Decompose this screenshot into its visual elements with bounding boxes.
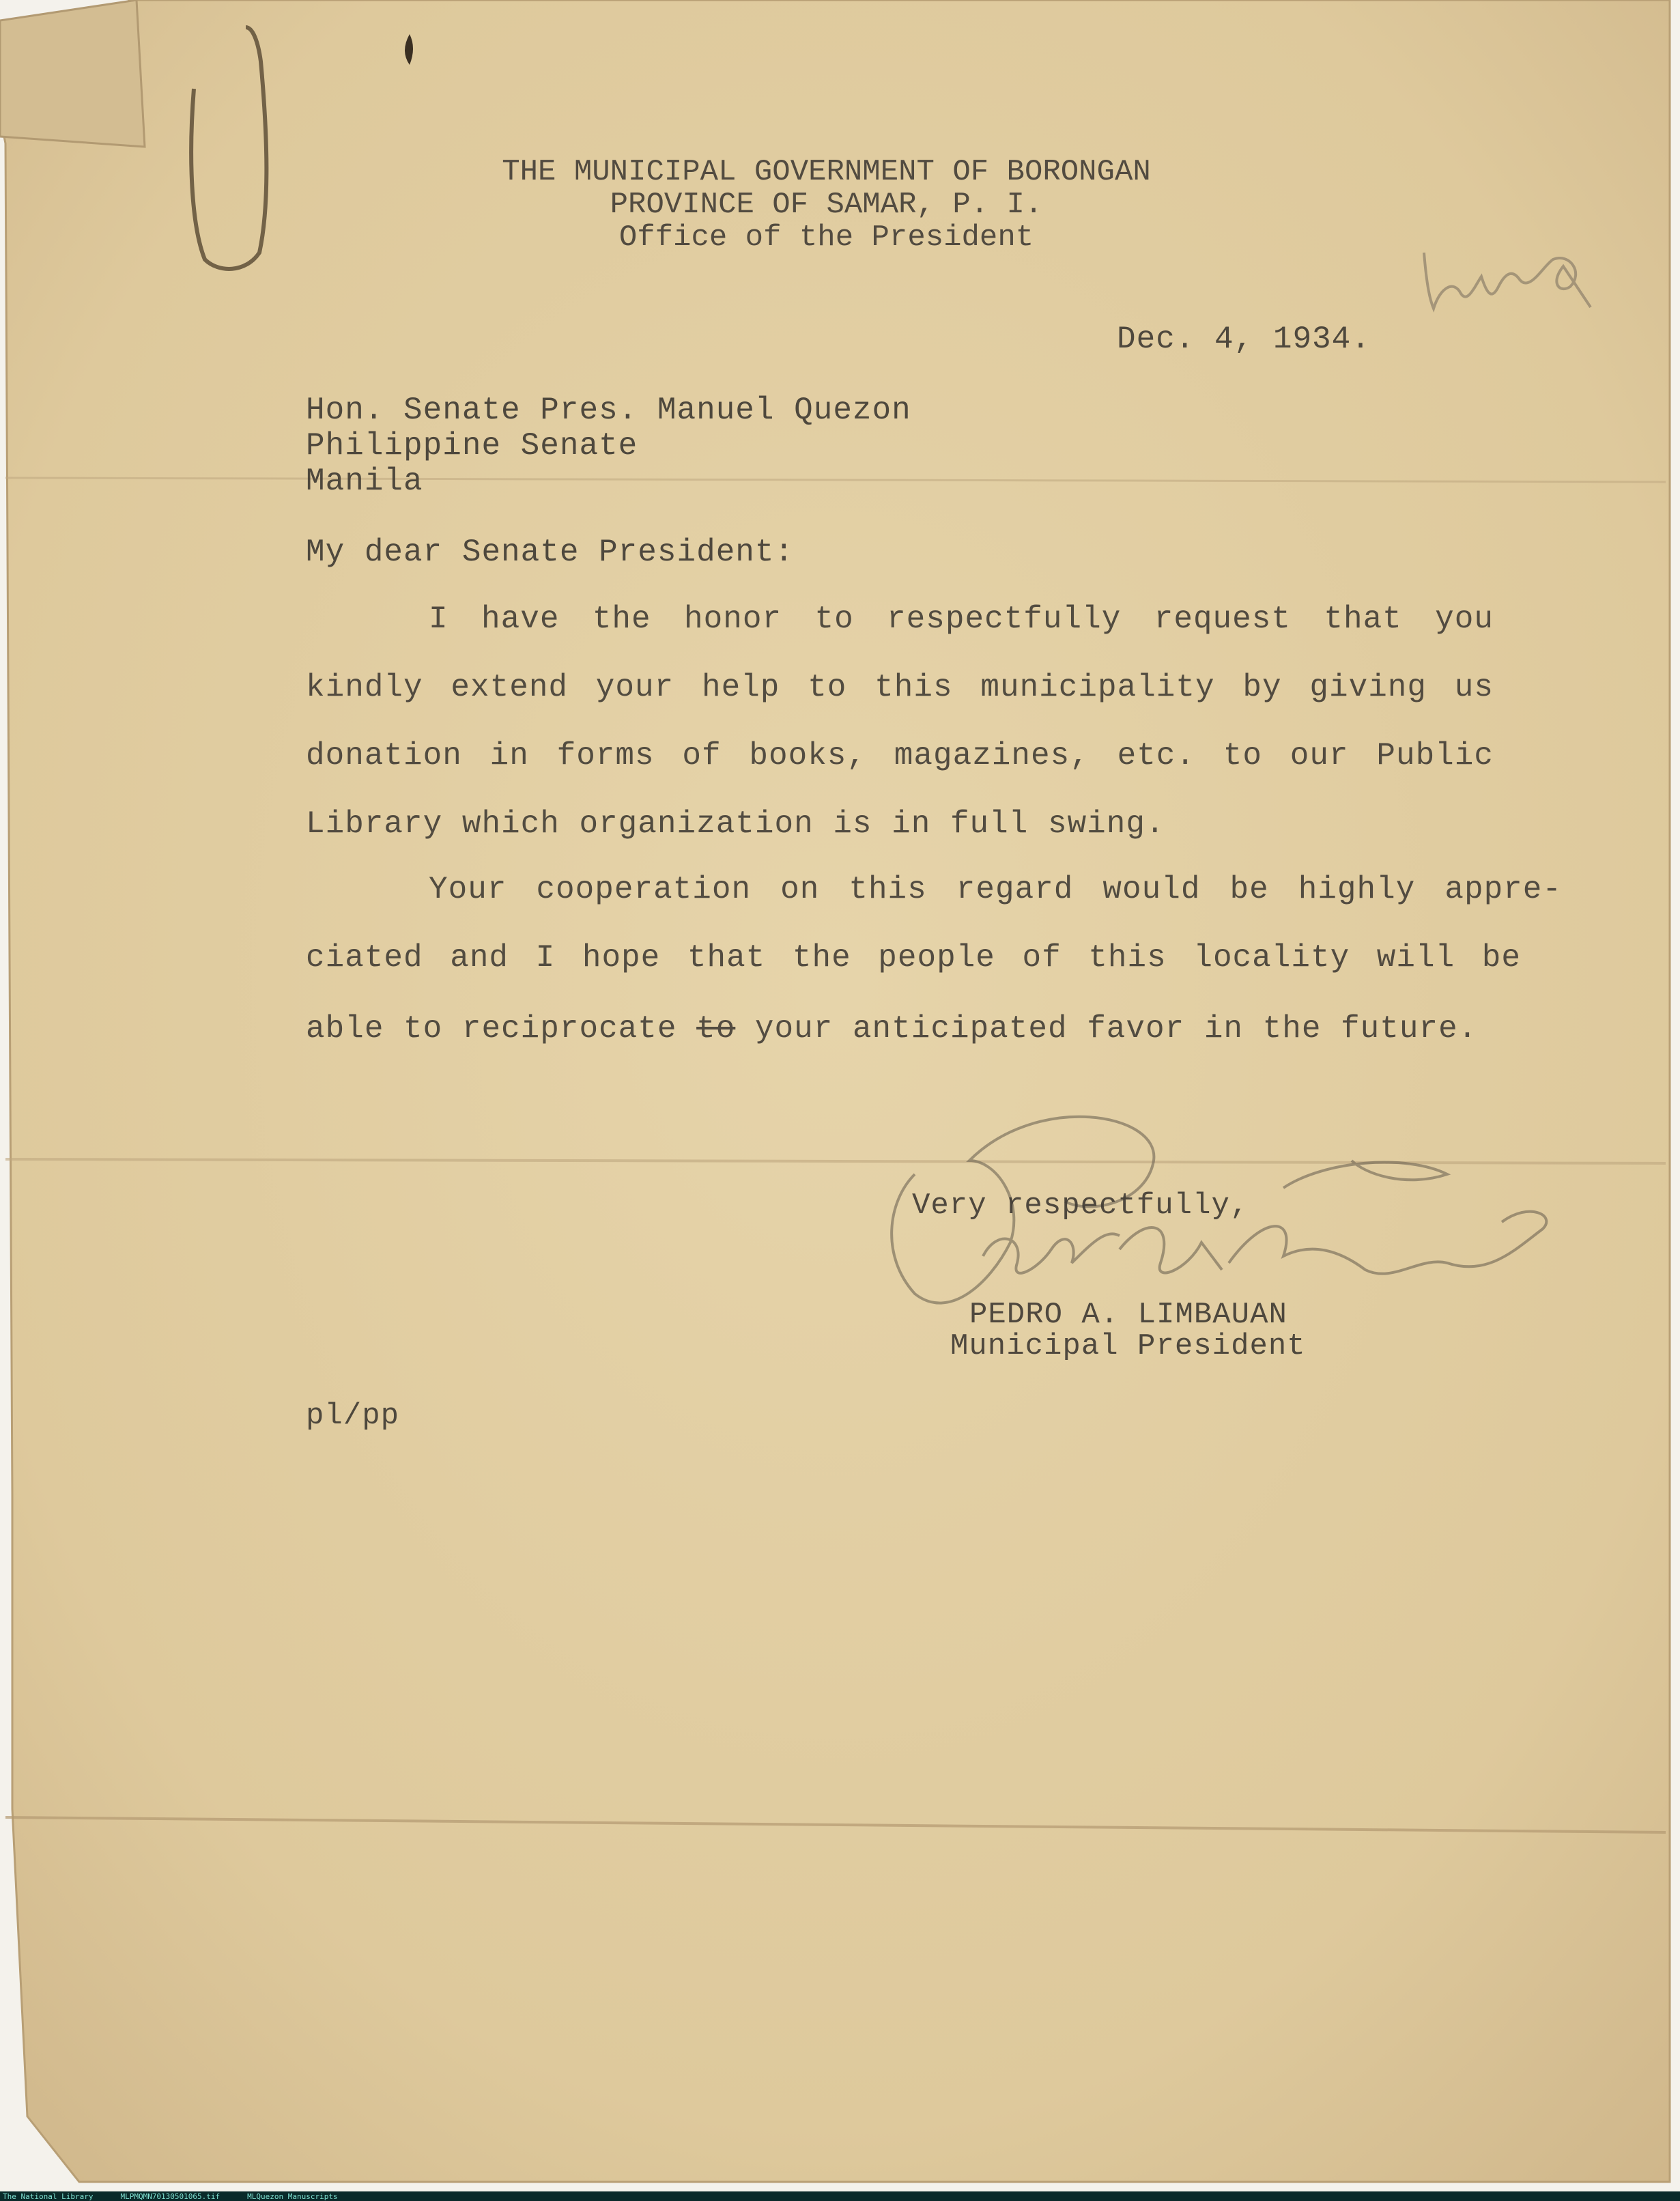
letter-date: Dec. 4, 1934. <box>1117 322 1371 357</box>
body-text-segment: your anticipated favor in the future. <box>735 1011 1478 1047</box>
salutation: My dear Senate President: <box>306 535 795 570</box>
footer-collection: MLQuezon Manuscripts <box>247 2191 338 2201</box>
recipient-line-1: Hon. Senate Pres. Manuel Quezon <box>306 393 911 428</box>
body-paragraph-1-line-2: kindly extend your help to this municipality by giving us <box>306 670 1494 705</box>
body-paragraph-1-line-3: donation in forms of books, magazines, etc. to our Public <box>306 738 1494 773</box>
body-text-segment: able to reciprocate <box>306 1011 697 1047</box>
footer-institution: The National Library <box>3 2191 94 2201</box>
recipient-line-2: Philippine Senate <box>306 428 638 464</box>
dog-ear-corner <box>0 0 145 147</box>
footer-file-id: MLPMQMN70130501065.tif <box>120 2191 220 2201</box>
recipient-line-3: Manila <box>306 464 423 499</box>
letterhead <box>0 156 1680 254</box>
body-paragraph-2-line-2: ciated and I hope that the people of this locality will be <box>306 940 1521 976</box>
scan-footer <box>0 2191 1680 2201</box>
letterhead-line-1: THE MUNICIPAL GOVERNMENT OF BORONGAN <box>502 155 1151 189</box>
body-paragraph-1-line-1: I have the honor to respectfully request that you <box>429 601 1494 637</box>
body-paragraph-1-line-4: Library which organization is in full swing. <box>306 806 1165 842</box>
closing: Very respectfully, <box>912 1189 1249 1223</box>
body-paragraph-2-line-3 <box>306 1013 1562 1045</box>
signatory-name: PEDRO A. LIMBAUAN <box>969 1298 1287 1332</box>
struck-word: to <box>696 1011 736 1047</box>
body-paragraph-2-line-1: Your cooperation on this regard would be highly appre- <box>429 872 1562 907</box>
letterhead-line-2: PROVINCE OF SAMAR, P. I. <box>610 188 1043 222</box>
reference-initials: pl/pp <box>306 1399 400 1433</box>
signatory-title: Municipal President <box>950 1329 1306 1363</box>
letterhead-line-3: Office of the President <box>618 221 1034 255</box>
